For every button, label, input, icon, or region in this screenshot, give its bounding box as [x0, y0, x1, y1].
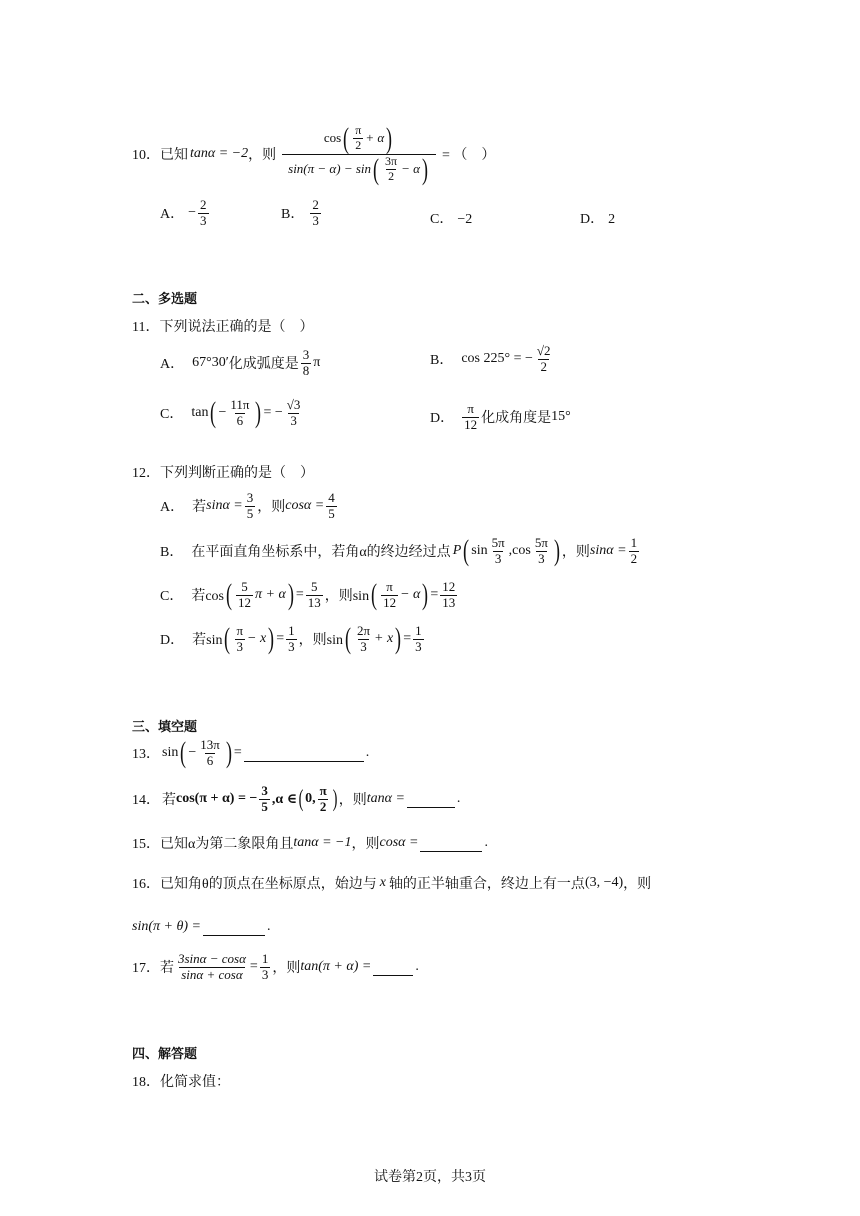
q14-in-pre: 0,: [305, 791, 316, 807]
q15-then: ，则: [351, 837, 380, 852]
q12-d-d2: 3: [360, 638, 367, 654]
q11-c-den: 6: [236, 412, 244, 428]
q17-eq: =: [249, 959, 258, 975]
q12-d-eq1: =: [276, 631, 285, 647]
q10-main-fraction: [282, 121, 436, 186]
q10-number: 10．: [132, 148, 160, 163]
q10-paren: (: [373, 152, 380, 186]
q17-rnum: 1: [261, 951, 269, 966]
q12-d-rfrac1: [286, 624, 297, 655]
q12-a-n2: 4: [328, 490, 335, 505]
q11-d-frac: [462, 402, 479, 433]
q11-a-frac: [301, 348, 312, 379]
q10-paren: ): [421, 152, 428, 186]
q12-b-rfrac: [629, 536, 640, 567]
q10-num-func: cos: [323, 130, 342, 146]
q13-paren: ): [225, 736, 232, 770]
q15-text: 已知α为第二象限角且: [160, 837, 294, 852]
q12-c-paren: ): [287, 578, 294, 612]
q14-paren: ): [332, 786, 338, 813]
q12-b-n1: 5π: [491, 535, 505, 550]
q11-c-eq: = −: [263, 405, 283, 421]
q12-c-rfrac2: [440, 580, 457, 611]
q12-c-eq2: =: [430, 587, 439, 603]
q12-b-n2: 5π: [534, 535, 548, 550]
q17-res: tan(π + α) =: [300, 959, 372, 975]
q12-d-label: D．: [160, 633, 185, 649]
q12-d-rn1: 1: [288, 623, 295, 638]
q12-d-eq2: =: [403, 631, 412, 647]
q12-b-res: sinα =: [589, 543, 627, 559]
q12-c-rd1: 13: [307, 594, 321, 610]
q12-d-rfrac2: [413, 624, 424, 655]
q16-line2: sin(π + θ) =: [132, 919, 201, 934]
q13-end: .: [365, 745, 370, 761]
q14-pre: 若: [162, 793, 176, 809]
q11-c-sign: −: [218, 405, 227, 421]
q14-in-num: π: [319, 783, 327, 798]
q12-c-d1: 12: [238, 594, 252, 610]
q10-option-a-label: A．: [160, 207, 185, 223]
q15-res: cosα =: [379, 835, 419, 850]
q12-c-eq1: =: [295, 587, 304, 603]
q12-d-frac1: [234, 624, 245, 655]
page-footer: 试卷第2页，共3页: [374, 1170, 486, 1185]
q11-d-den: 12: [464, 416, 478, 432]
q10-den-inner-num: 3π: [385, 154, 398, 169]
q10-option-a-num: 2: [200, 197, 207, 212]
q12-d-rn2: 1: [415, 623, 422, 638]
q11-a-label: A．: [160, 357, 185, 373]
q12-c-frac2: [381, 580, 398, 611]
q11-a-num: 3: [302, 347, 310, 362]
q10-option-b-num: 2: [312, 197, 319, 212]
q12-b-frac2: [533, 536, 550, 567]
q16-text2: 轴的正半轴重合，终边上有一点: [388, 877, 585, 892]
q12-a-n1: 3: [246, 490, 254, 505]
q10-given: tanα = −2: [190, 146, 249, 161]
q12-a-label: A．: [160, 500, 185, 516]
q12-b-paren: (: [463, 534, 470, 568]
q10-option-d-label: D．: [580, 212, 605, 227]
question-14: [132, 784, 460, 815]
q18-stem: 18．化简求值：: [132, 1075, 230, 1090]
q12-c-label: C．: [160, 589, 184, 605]
q11-stem: 11．下列说法正确的是（ ）: [132, 320, 314, 335]
question-15: [132, 833, 488, 853]
q11-option-c: [160, 398, 304, 429]
q13-num: 13π: [200, 737, 220, 752]
q10-option-c-label: C．: [430, 212, 454, 227]
q17-then: ，则: [272, 961, 301, 977]
q12-b-rd: 2: [630, 550, 638, 566]
question-13: [132, 738, 369, 769]
q12-d-paren: ): [395, 622, 402, 656]
q14-paren: (: [298, 786, 304, 813]
q12-b-rn: 1: [630, 535, 638, 550]
q11-d-text: 化成角度是: [481, 411, 552, 427]
q11-c-label: C．: [160, 407, 184, 423]
q13-sign: −: [188, 745, 197, 761]
q10-then: ，则: [248, 148, 277, 163]
section-heading-solve: 四、解答题: [132, 1047, 198, 1062]
q12-c-in1: π + α: [255, 587, 286, 603]
q15-answer-blank[interactable]: [420, 850, 482, 852]
question-16-line2: [132, 918, 270, 936]
q14-in-frac: [318, 784, 329, 815]
q11-c-rfrac: [285, 398, 303, 429]
q10-option-a: [160, 198, 211, 229]
q11-a-den: 8: [302, 362, 310, 378]
q12-d-n2: 2π: [356, 623, 371, 638]
q17-rfrac: [260, 952, 271, 983]
q10-option-c: [430, 208, 472, 228]
q11-c-paren: (: [210, 396, 217, 430]
q14-expr: cos(π + α) = −: [176, 791, 258, 807]
q17-number: 17．: [132, 961, 160, 977]
q12-c-n1: 5: [241, 579, 248, 594]
q17-end: .: [415, 959, 419, 975]
q14-number: 14．: [132, 793, 160, 809]
q12-d-rd2: 3: [415, 638, 422, 654]
q12-b-text: 在平面直角坐标系中，若角α的终边经过点: [191, 545, 451, 561]
q11-d-label: D．: [430, 411, 455, 427]
q12-b-paren: ): [553, 534, 560, 568]
q17-pre: 若: [160, 961, 174, 977]
q10-den-inner-den: 2: [388, 169, 395, 183]
q12-c-paren: (: [371, 578, 378, 612]
q10-paren: (: [343, 121, 350, 155]
q10-option-b-den: 3: [312, 212, 319, 228]
q12-d-n1: π: [236, 623, 244, 638]
q12-c-rd2: 13: [442, 594, 456, 610]
q10-option-a-frac: [198, 198, 209, 229]
q12-option-d: [160, 624, 426, 655]
q10-num-tail: + α: [365, 130, 385, 146]
q15-end: .: [484, 835, 488, 850]
q12-c-rn2: 12: [442, 579, 456, 594]
q10-option-b-label: B．: [281, 207, 305, 223]
q12-d-paren: (: [344, 622, 351, 656]
q12-a-mid: ，则: [257, 500, 286, 516]
q14-in-den: 2: [319, 798, 327, 814]
q12-c-pre: 若cos: [191, 589, 225, 605]
q16-text: 已知角θ的顶点在坐标原点，始边与: [160, 877, 377, 892]
q10-option-b: [281, 198, 323, 229]
q12-c-mid: ，则sin: [324, 589, 370, 605]
q12-option-b: [160, 536, 641, 567]
q15-given: tanα = −1: [293, 835, 352, 850]
question-10: [132, 118, 495, 190]
q11-c-rnum: √3: [286, 397, 301, 412]
q12-d-in2: + x: [374, 631, 394, 647]
q10-option-d: [580, 208, 615, 228]
q12-c-rn1: 5: [310, 579, 318, 594]
q13-paren: (: [180, 736, 187, 770]
question-17: [132, 952, 419, 983]
q12-c-paren: ): [422, 578, 429, 612]
q14-answer-blank[interactable]: [407, 806, 455, 808]
question-16: [132, 873, 651, 893]
q12-c-n2: π: [386, 579, 393, 594]
q10-option-b-frac: [310, 198, 321, 229]
q11-b-den: 2: [540, 358, 547, 374]
q11-c-func: tan: [191, 405, 209, 421]
q14-end: .: [456, 791, 461, 807]
q11-a-pi: π: [313, 355, 321, 371]
q17-answer-blank[interactable]: [373, 974, 413, 976]
q10-option-d-text: 2: [608, 212, 616, 227]
q11-a-angle: 67°30′: [192, 355, 229, 371]
q11-a-text: 化成弧度是: [228, 357, 299, 373]
q11-option-d: [430, 402, 571, 433]
q12-a-d2: 5: [328, 505, 335, 521]
q12-a-frac1: [245, 491, 256, 522]
q17-num: 3sinα − cosα: [178, 951, 246, 966]
q11-b-text: cos 225° = −: [461, 351, 533, 367]
q13-eq: =: [233, 745, 242, 761]
q13-answer-blank[interactable]: [244, 760, 364, 762]
q12-b-label: B．: [160, 545, 184, 561]
q12-b-d2: 3: [538, 550, 545, 566]
q12-a-f2: cosα =: [285, 498, 325, 514]
q17-den: sinα + cosα: [181, 966, 243, 982]
q12-stem: 12．下列判断正确的是（ ）: [132, 466, 314, 481]
q12-d-pre: 若sin: [192, 633, 223, 649]
q12-d-in1: − x: [247, 631, 267, 647]
q13-func: sin: [162, 745, 179, 761]
q10-option-a-sign: −: [188, 205, 197, 221]
q12-a-pre: 若: [192, 500, 207, 516]
q11-d-val: 15°: [551, 409, 571, 425]
q16-point: (3, −4): [584, 875, 624, 890]
q12-d-rd1: 3: [288, 638, 295, 654]
q14-frac: [259, 784, 270, 815]
q16-answer-blank[interactable]: [203, 934, 265, 936]
section-heading-fill-blank: 三、填空题: [132, 720, 198, 735]
q10-option-a-den: 3: [200, 212, 207, 228]
q10-inner-num: π: [355, 123, 362, 138]
q12-b-point: P: [452, 543, 462, 559]
q12-c-d2: 12: [383, 594, 397, 610]
q12-d-frac2: [355, 624, 372, 655]
q10-frac-denominator: [282, 154, 436, 185]
q11-d-num: π: [467, 401, 474, 416]
q14-then: ，则: [338, 793, 367, 809]
q12-c-paren: (: [226, 578, 233, 612]
q17-rden: 3: [261, 966, 269, 982]
q16-then: ，则: [623, 877, 652, 892]
q11-b-label: B．: [430, 353, 454, 369]
q11-c-num: 11π: [230, 397, 250, 412]
q11-b-frac: [535, 344, 553, 375]
q12-c-in2: − α: [400, 587, 421, 603]
q14-res: tanα =: [366, 791, 405, 807]
q11-c-paren: ): [255, 396, 262, 430]
q11-c-frac: [228, 398, 251, 429]
q17-frac: [176, 952, 248, 983]
q10-tail: = （ ）: [441, 148, 496, 163]
q12-a-frac2: [326, 491, 337, 522]
q12-b-sin: sin: [471, 543, 488, 559]
q10-den-tail: − α: [401, 161, 420, 177]
section-heading-multi-choice: 二、多选题: [132, 292, 198, 307]
q10-num-inner-frac: [353, 124, 363, 153]
q16-x: x: [379, 875, 386, 890]
q10-paren: ): [386, 121, 393, 155]
q12-b-cos: ,cos: [508, 543, 531, 559]
q10-option-c-text: −2: [457, 212, 473, 227]
q12-option-a: [160, 491, 339, 522]
q15-number: 15．: [132, 837, 160, 852]
q12-d-mid: ，则sin: [298, 633, 343, 649]
q10-den-a: sin(π − α) − sin: [288, 161, 372, 177]
q12-c-frac1: [236, 580, 253, 611]
q12-d-paren: (: [224, 622, 231, 656]
q16-number: 16．: [132, 877, 160, 892]
q12-d-paren: ): [268, 622, 275, 656]
q12-option-c: [160, 580, 459, 611]
q12-a-f1: sinα =: [206, 498, 243, 514]
q12-b-d1: 3: [494, 550, 502, 566]
q10-frac-numerator: [322, 121, 396, 155]
q12-b-tail: ，则: [561, 545, 590, 561]
q11-c-rden: 3: [290, 412, 297, 428]
q10-text: 已知: [160, 148, 188, 163]
q11-option-a: [160, 348, 320, 379]
q13-den: 6: [206, 752, 214, 768]
q14-set: ,α ∈: [271, 791, 298, 807]
q12-b-frac1: [490, 536, 507, 567]
q12-d-d1: 3: [236, 638, 243, 654]
q10-inner-den: 2: [355, 138, 362, 152]
q11-b-num: √2: [536, 343, 551, 358]
q13-frac: [198, 738, 222, 769]
q12-c-rfrac1: [306, 580, 323, 611]
q13-number: 13．: [132, 747, 160, 763]
q14-den: 5: [261, 798, 268, 814]
q10-den-inner-frac: [383, 155, 399, 184]
q16-end: .: [266, 919, 271, 934]
q12-a-d1: 5: [246, 505, 254, 521]
q14-num: 3: [261, 783, 268, 798]
q11-option-b: [430, 344, 555, 375]
